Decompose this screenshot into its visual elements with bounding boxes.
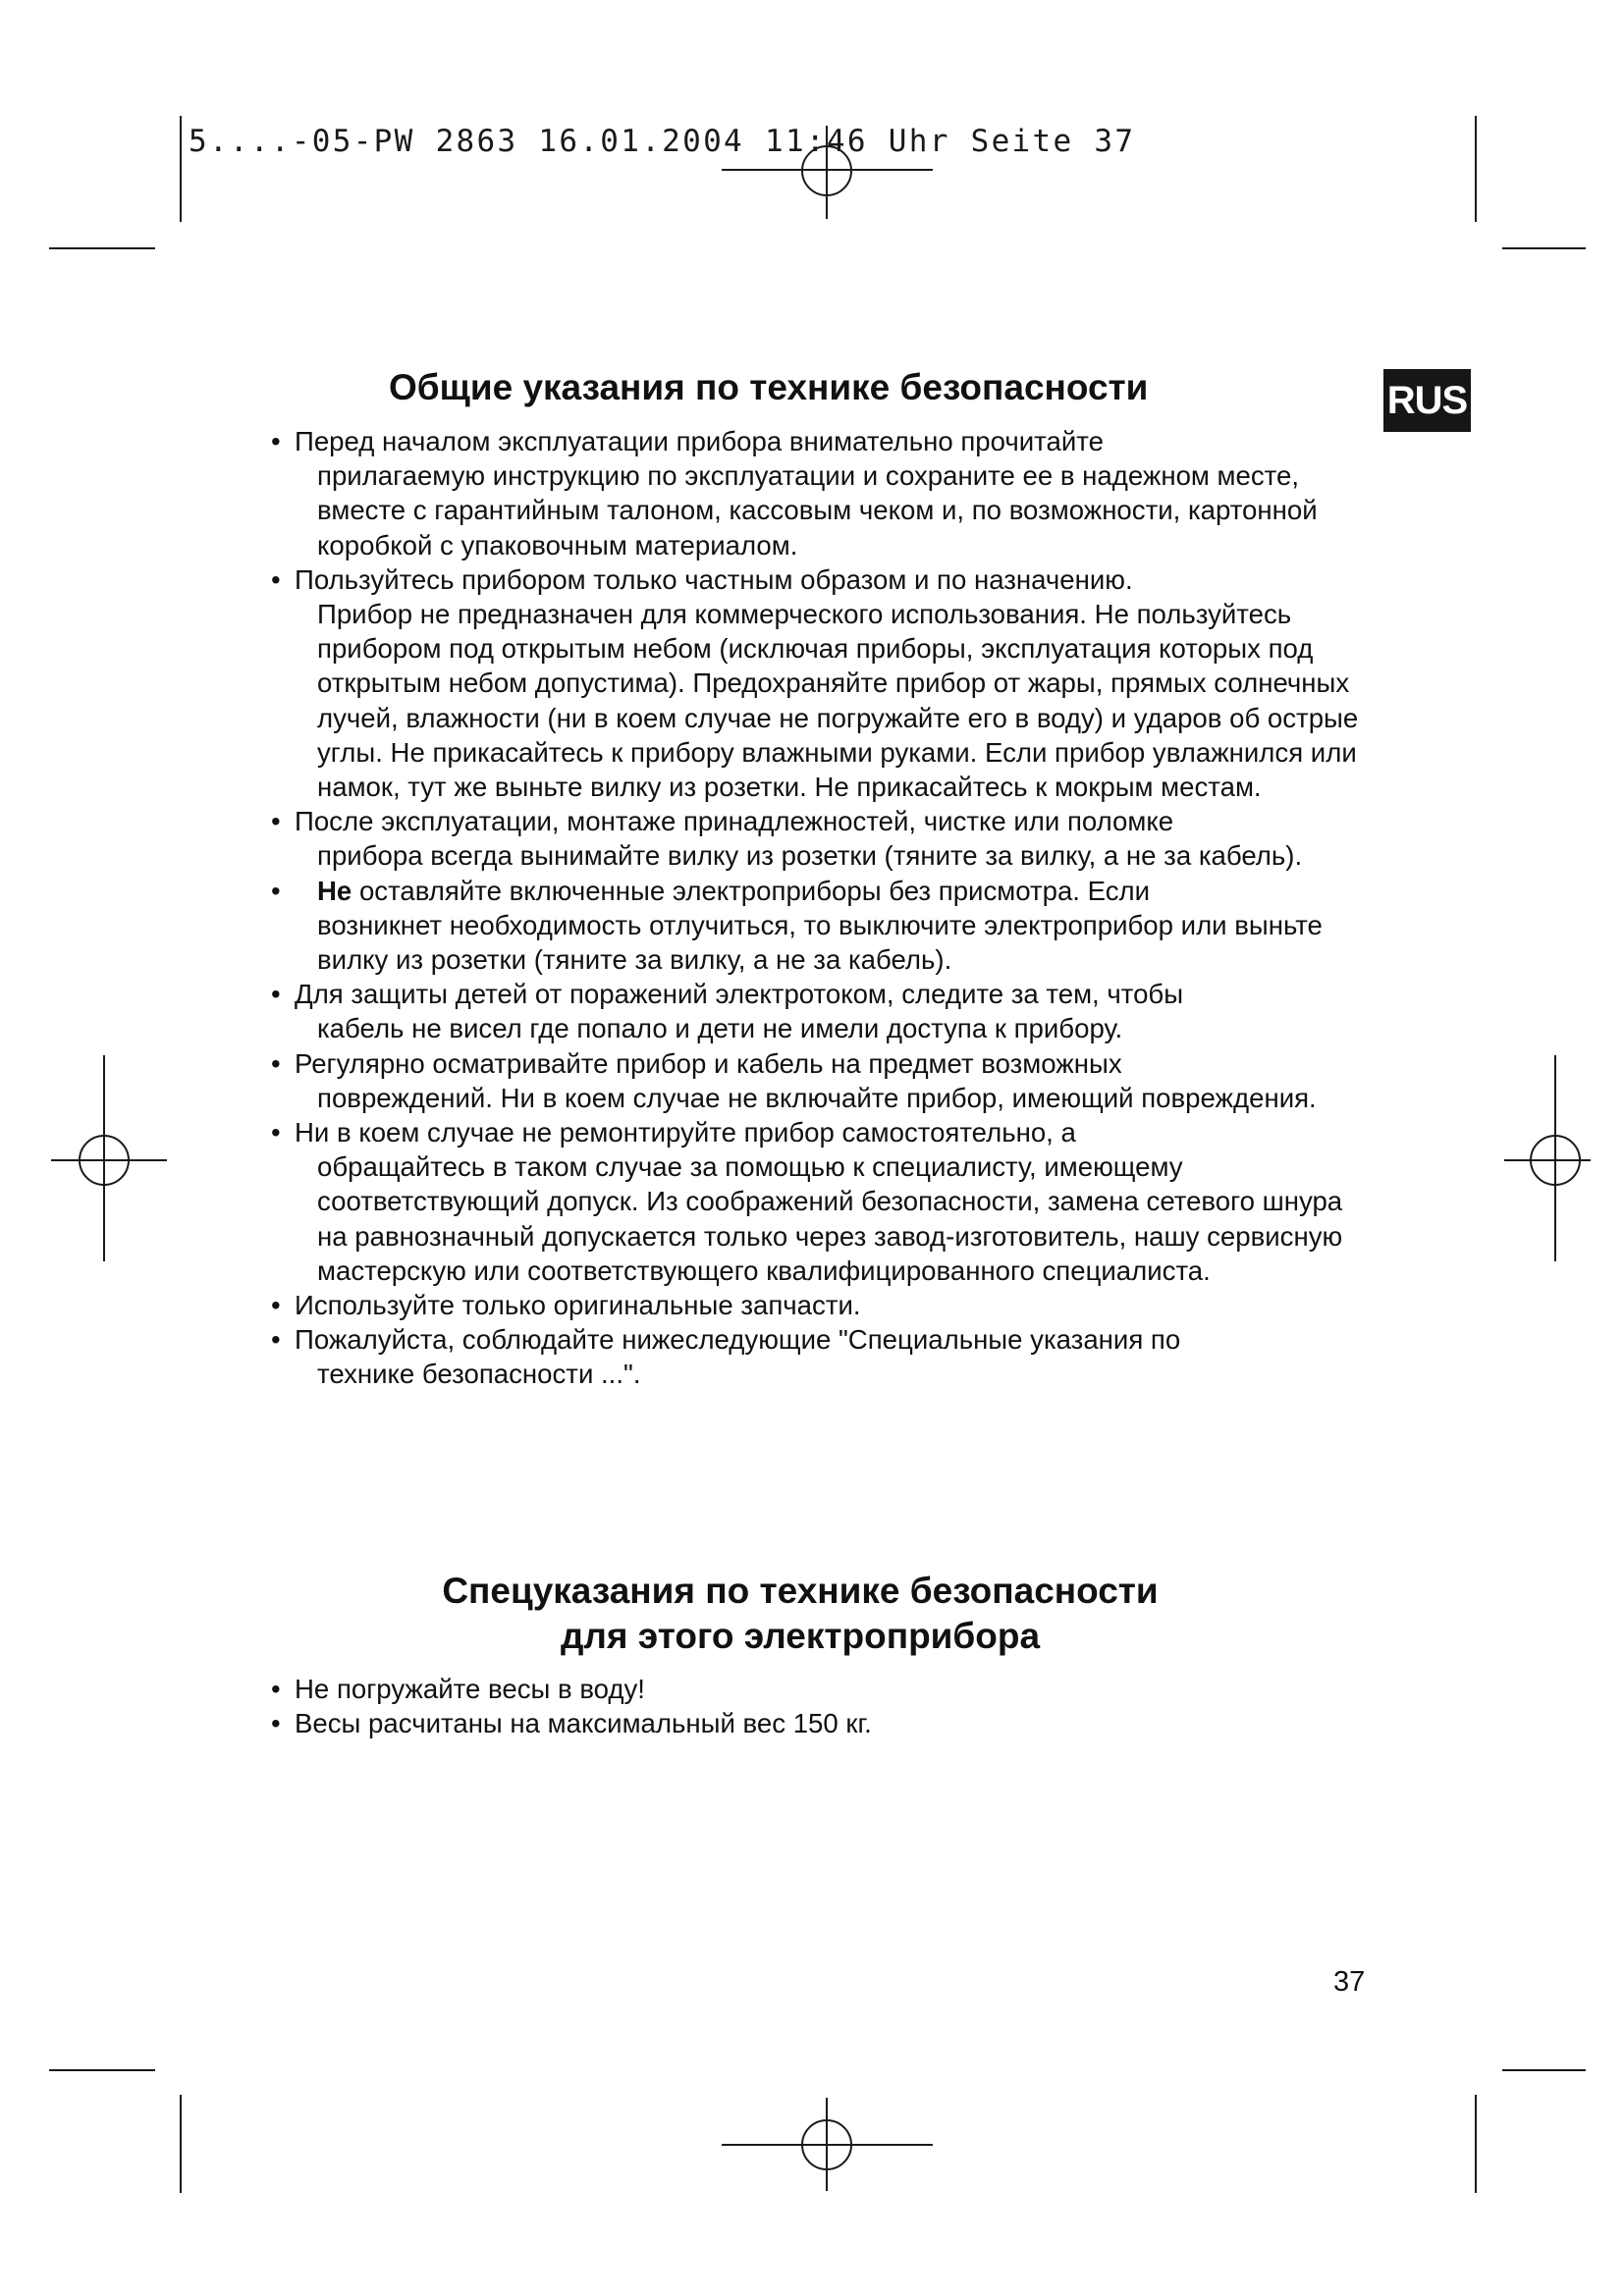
crop-mark [1475,116,1477,222]
list-item-text: Пользуйтесь прибором только частным образом и по назначению. [295,563,1133,595]
print-header-line: 5....-05-PW 2863 16.01.2004 11:46 Uhr Seite 37 [189,124,1136,159]
page-number: 37 [1333,1966,1366,1998]
crop-mark [49,2069,155,2071]
list-item-text: Регулярно осматривайте прибор и кабель на предмет возможных [295,1047,1122,1079]
bullet: • [271,1117,281,1148]
bullet: • [271,1674,281,1704]
list-item [271,804,1371,873]
bullet: • [271,563,281,595]
list-item [271,1288,1371,1322]
list-item-text: Ни в коем случае не ремонтируйте прибор самостоятельно, а [295,1117,1076,1148]
list-item-continuation: обращайтесь в таком случае за помощью к специалисту, имеющему соответствующий допуск. Из соображений безопасности, замена сетевого шнура на равнозначный допускается только через завод-изготовитель, нашу сервисную мастерскую или соответствующего квалифицированного специалиста. [317,1151,1343,1286]
list-item [271,562,1371,804]
general-safety-list [271,424,1371,1392]
list-item-text: Используйте только оригинальные запчасти. [295,1290,861,1321]
list-item [271,977,1371,1045]
list-item [271,1046,1371,1115]
list-item [271,1115,1371,1288]
crop-mark [180,2095,182,2193]
list-item-continuation: кабель не висел где попало и дети не имели доступа к прибору. [317,1013,1123,1044]
list-item-text: Весы расчитаны на максимальный вес 150 кг. [295,1708,872,1739]
crop-mark [1502,247,1586,249]
bullet: • [271,875,281,906]
list-item-continuation: повреждений. Ни в коем случае не включайте прибор, имеющий повреждения. [317,1082,1317,1113]
list-item [271,1322,1371,1391]
list-item [271,874,1371,978]
device-safety-list [271,1672,1371,1740]
crop-mark [1502,2069,1586,2071]
section-title-line: для этого электроприбора [560,1616,1041,1656]
bullet: • [271,1324,281,1356]
crop-mark [180,116,182,222]
list-item-continuation: Прибор не предназначен для коммерческого использования. Не пользуйтесь прибором под открытым небом (исключая приборы, эксплуатация которых под открытым небом допустима). Предохраняйте прибор от жары, прямых солнечных лучей, влажности (ни в коем случае не погружайте его в воду) и ударов об острые углы. Не прикасайтесь к прибору влажными руками. Если прибор увлажнился или намок, тут же выньте вилку из розетки. Не прикасайтесь к мокрым местам. [317,599,1359,803]
section-title-line: Спецуказания по технике безопасности [442,1571,1159,1611]
list-item-continuation: прилагаемую инструкцию по эксплуатации и сохраните ее в надежном месте, вместе с гарантийным талоном, кассовым чеком и, по возможности, картонной коробкой с упаковочным материалом. [317,460,1318,561]
bullet: • [271,806,281,837]
list-item [271,424,1371,562]
section-title-device-safety [295,1569,1306,1659]
list-item-continuation: возникнет необходимость отлучиться, то выключите электроприбор или выньте вилку из розетки (тяните за вилку, а не за кабель). [317,909,1323,976]
bullet: • [271,426,281,456]
list-item-continuation: прибора всегда вынимайте вилку из розетки (тяните за вилку, а не за кабель). [317,840,1303,872]
crop-mark [1475,2095,1477,2193]
list-item [271,1672,1371,1706]
crop-mark [49,247,155,249]
bullet: • [271,1047,281,1079]
language-tab: RUS [1383,369,1471,432]
list-item [271,1706,1371,1740]
section-title-general-safety: Общие указания по технике безопасности [389,367,1149,407]
list-item-text: После эксплуатации, монтаже принадлежностей, чистке или поломке [295,806,1174,837]
list-item-text: Пожалуйста, соблюдайте нижеследующие "Специальные указания по [295,1324,1181,1356]
list-item-text: Не погружайте весы в воду! [295,1674,645,1704]
list-item-text: Для защиты детей от поражений электротоком, следите за тем, чтобы [295,979,1184,1010]
emphasis-lead: Не [317,875,352,906]
list-item-text: Перед началом эксплуатации прибора внимательно прочитайте [295,426,1104,456]
list-item-continuation: технике безопасности ...". [317,1359,641,1390]
list-item-text: оставляйте включенные электроприборы без присмотра. Если [352,875,1151,906]
bullet: • [271,1290,281,1321]
bullet: • [271,979,281,1010]
bullet: • [271,1708,281,1739]
